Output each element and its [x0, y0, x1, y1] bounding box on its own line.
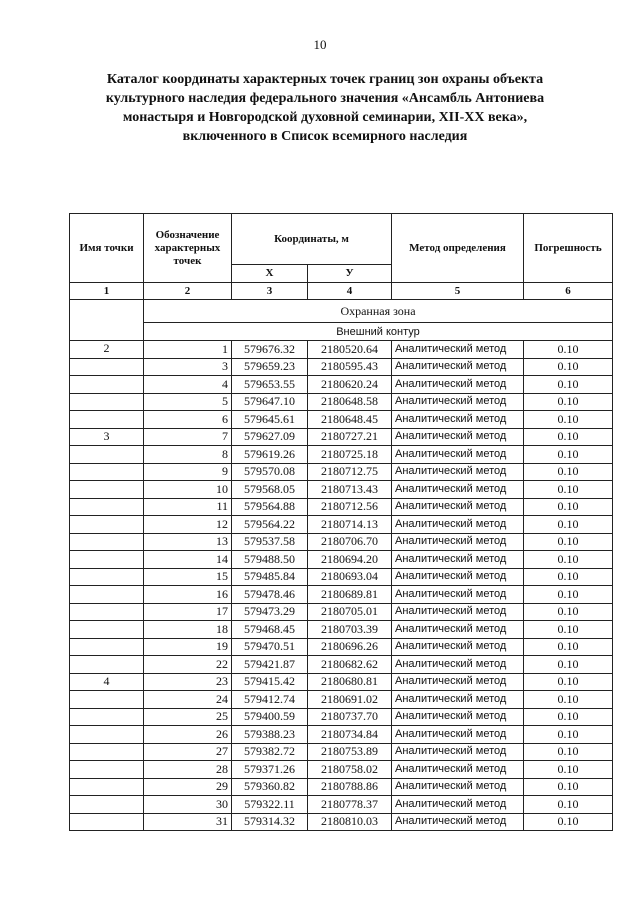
method-cell: Аналитический метод [392, 428, 524, 446]
point-number-cell: 13 [144, 533, 232, 551]
point-name-cell [70, 656, 144, 674]
column-number: 1 [70, 283, 144, 300]
error-cell: 0.10 [524, 761, 613, 779]
table-row [70, 796, 613, 814]
x-coordinate-cell: 579564.88 [232, 498, 308, 516]
point-name-cell [70, 743, 144, 761]
y-coordinate-cell: 2180712.75 [308, 463, 392, 481]
point-name-cell [70, 726, 144, 744]
method-cell: Аналитический метод [392, 411, 524, 429]
zone-label: Охранная зона [144, 300, 613, 323]
table-row [70, 516, 613, 534]
x-coordinate-cell: 579676.32 [232, 341, 308, 359]
y-coordinate-cell: 2180753.89 [308, 743, 392, 761]
point-number-cell: 15 [144, 568, 232, 586]
method-cell: Аналитический метод [392, 586, 524, 604]
error-cell: 0.10 [524, 341, 613, 359]
point-number-cell: 9 [144, 463, 232, 481]
method-cell: Аналитический метод [392, 516, 524, 534]
x-coordinate-cell: 579570.08 [232, 463, 308, 481]
error-cell: 0.10 [524, 813, 613, 831]
method-cell: Аналитический метод [392, 446, 524, 464]
point-name-cell [70, 358, 144, 376]
header-x: Х [232, 265, 308, 283]
point-name-cell [70, 516, 144, 534]
x-coordinate-cell: 579537.58 [232, 533, 308, 551]
method-cell: Аналитический метод [392, 761, 524, 779]
method-cell: Аналитический метод [392, 533, 524, 551]
point-name-cell: 3 [70, 428, 144, 446]
table-row [70, 358, 613, 376]
method-cell: Аналитический метод [392, 393, 524, 411]
x-coordinate-cell: 579382.72 [232, 743, 308, 761]
error-cell: 0.10 [524, 743, 613, 761]
y-coordinate-cell: 2180691.02 [308, 691, 392, 709]
y-coordinate-cell: 2180520.64 [308, 341, 392, 359]
page-number: 10 [313, 37, 327, 52]
y-coordinate-cell: 2180714.13 [308, 516, 392, 534]
point-number-cell: 19 [144, 638, 232, 656]
table-row [70, 551, 613, 569]
error-cell: 0.10 [524, 516, 613, 534]
table-row [70, 446, 613, 464]
error-cell: 0.10 [524, 586, 613, 604]
table-row [70, 498, 613, 516]
x-coordinate-cell: 579485.84 [232, 568, 308, 586]
blank-cell [70, 300, 144, 323]
x-coordinate-cell: 579314.32 [232, 813, 308, 831]
error-cell: 0.10 [524, 498, 613, 516]
x-coordinate-cell: 579478.46 [232, 586, 308, 604]
header-method: Метод определения [392, 214, 524, 283]
x-coordinate-cell: 579412.74 [232, 691, 308, 709]
y-coordinate-cell: 2180810.03 [308, 813, 392, 831]
y-coordinate-cell: 2180693.04 [308, 568, 392, 586]
blank-cell [70, 323, 144, 341]
error-cell: 0.10 [524, 603, 613, 621]
header-point-name: Имя точки [70, 214, 144, 283]
table-row [70, 673, 613, 691]
method-cell: Аналитический метод [392, 603, 524, 621]
y-coordinate-cell: 2180620.24 [308, 376, 392, 394]
table-row [70, 638, 613, 656]
point-number-cell: 7 [144, 428, 232, 446]
y-coordinate-cell: 2180696.26 [308, 638, 392, 656]
title-line: включенного в Список всемирного наследия [182, 129, 468, 144]
point-number-cell: 4 [144, 376, 232, 394]
x-coordinate-cell: 579488.50 [232, 551, 308, 569]
y-coordinate-cell: 2180648.58 [308, 393, 392, 411]
point-name-cell [70, 796, 144, 814]
point-number-cell: 3 [144, 358, 232, 376]
x-coordinate-cell: 579415.42 [232, 673, 308, 691]
method-cell: Аналитический метод [392, 726, 524, 744]
x-coordinate-cell: 579564.22 [232, 516, 308, 534]
y-coordinate-cell: 2180703.39 [308, 621, 392, 639]
point-number-cell: 24 [144, 691, 232, 709]
table-row [70, 376, 613, 394]
column-number: 6 [524, 283, 613, 300]
x-coordinate-cell: 579653.55 [232, 376, 308, 394]
header-error: Погрешность [524, 214, 613, 283]
point-number-cell: 11 [144, 498, 232, 516]
table-row [70, 411, 613, 429]
y-coordinate-cell: 2180758.02 [308, 761, 392, 779]
method-cell: Аналитический метод [392, 498, 524, 516]
method-cell: Аналитический метод [392, 463, 524, 481]
point-number-cell: 25 [144, 708, 232, 726]
error-cell: 0.10 [524, 533, 613, 551]
point-name-cell: 2 [70, 341, 144, 359]
point-number-cell: 30 [144, 796, 232, 814]
contour-label: Внешний контур [144, 323, 613, 341]
point-number-cell: 16 [144, 586, 232, 604]
y-coordinate-cell: 2180778.37 [308, 796, 392, 814]
point-name-cell [70, 533, 144, 551]
method-cell: Аналитический метод [392, 656, 524, 674]
column-number: 3 [232, 283, 308, 300]
y-coordinate-cell: 2180706.70 [308, 533, 392, 551]
y-coordinate-cell: 2180727.21 [308, 428, 392, 446]
point-number-cell: 26 [144, 726, 232, 744]
y-coordinate-cell: 2180725.18 [308, 446, 392, 464]
table-row [70, 463, 613, 481]
column-number: 5 [392, 283, 524, 300]
y-coordinate-cell: 2180595.43 [308, 358, 392, 376]
point-number-cell: 23 [144, 673, 232, 691]
x-coordinate-cell: 579371.26 [232, 761, 308, 779]
error-cell: 0.10 [524, 673, 613, 691]
method-cell: Аналитический метод [392, 376, 524, 394]
point-name-cell [70, 778, 144, 796]
error-cell: 0.10 [524, 621, 613, 639]
point-number-cell: 14 [144, 551, 232, 569]
point-number-cell: 28 [144, 761, 232, 779]
point-name-cell [70, 586, 144, 604]
table-row [70, 656, 613, 674]
error-cell: 0.10 [524, 481, 613, 499]
point-name-cell [70, 376, 144, 394]
x-coordinate-cell: 579645.61 [232, 411, 308, 429]
method-cell: Аналитический метод [392, 708, 524, 726]
x-coordinate-cell: 579421.87 [232, 656, 308, 674]
point-name-cell [70, 813, 144, 831]
point-name-cell [70, 708, 144, 726]
table-row [70, 568, 613, 586]
x-coordinate-cell: 579470.51 [232, 638, 308, 656]
table-row [70, 621, 613, 639]
error-cell: 0.10 [524, 463, 613, 481]
point-number-cell: 8 [144, 446, 232, 464]
x-coordinate-cell: 579468.45 [232, 621, 308, 639]
title-line: культурного наследия федерального значения «Ансамбль Антониева [105, 91, 545, 106]
method-cell: Аналитический метод [392, 673, 524, 691]
y-coordinate-cell: 2180712.56 [308, 498, 392, 516]
point-name-cell [70, 446, 144, 464]
x-coordinate-cell: 579627.09 [232, 428, 308, 446]
x-coordinate-cell: 579360.82 [232, 778, 308, 796]
point-name-cell [70, 568, 144, 586]
point-number-cell: 27 [144, 743, 232, 761]
table-row [70, 428, 613, 446]
error-cell: 0.10 [524, 376, 613, 394]
point-number-cell: 31 [144, 813, 232, 831]
column-number: 4 [308, 283, 392, 300]
header-coordinates: Координаты, м [232, 214, 392, 265]
point-number-cell: 17 [144, 603, 232, 621]
point-number-cell: 12 [144, 516, 232, 534]
point-number-cell: 10 [144, 481, 232, 499]
document-title [80, 70, 570, 146]
table-row [70, 603, 613, 621]
error-cell: 0.10 [524, 393, 613, 411]
method-cell: Аналитический метод [392, 551, 524, 569]
point-number-cell: 22 [144, 656, 232, 674]
method-cell: Аналитический метод [392, 621, 524, 639]
error-cell: 0.10 [524, 446, 613, 464]
table-row [70, 708, 613, 726]
method-cell: Аналитический метод [392, 341, 524, 359]
error-cell: 0.10 [524, 568, 613, 586]
error-cell: 0.10 [524, 656, 613, 674]
error-cell: 0.10 [524, 778, 613, 796]
point-name-cell [70, 551, 144, 569]
error-cell: 0.10 [524, 428, 613, 446]
point-name-cell [70, 621, 144, 639]
x-coordinate-cell: 579568.05 [232, 481, 308, 499]
table-row [70, 533, 613, 551]
method-cell: Аналитический метод [392, 568, 524, 586]
table-row [70, 726, 613, 744]
table-row [70, 778, 613, 796]
error-cell: 0.10 [524, 796, 613, 814]
y-coordinate-cell: 2180737.70 [308, 708, 392, 726]
table-row [70, 761, 613, 779]
point-number-cell: 6 [144, 411, 232, 429]
x-coordinate-cell: 579388.23 [232, 726, 308, 744]
method-cell: Аналитический метод [392, 691, 524, 709]
header-designation: Обозначение характерных точек [144, 214, 232, 283]
x-coordinate-cell: 579322.11 [232, 796, 308, 814]
x-coordinate-cell: 579473.29 [232, 603, 308, 621]
method-cell: Аналитический метод [392, 358, 524, 376]
error-cell: 0.10 [524, 726, 613, 744]
table-row [70, 743, 613, 761]
method-cell: Аналитический метод [392, 813, 524, 831]
point-name-cell [70, 638, 144, 656]
point-name-cell [70, 463, 144, 481]
error-cell: 0.10 [524, 411, 613, 429]
x-coordinate-cell: 579659.23 [232, 358, 308, 376]
table-row [70, 341, 613, 359]
point-name-cell [70, 481, 144, 499]
error-cell: 0.10 [524, 551, 613, 569]
method-cell: Аналитический метод [392, 743, 524, 761]
method-cell: Аналитический метод [392, 481, 524, 499]
error-cell: 0.10 [524, 691, 613, 709]
title-line: Каталог координаты характерных точек границ зон охраны объекта [106, 72, 544, 87]
table-row [70, 481, 613, 499]
point-number-cell: 18 [144, 621, 232, 639]
x-coordinate-cell: 579647.10 [232, 393, 308, 411]
y-coordinate-cell: 2180689.81 [308, 586, 392, 604]
error-cell: 0.10 [524, 708, 613, 726]
y-coordinate-cell: 2180734.84 [308, 726, 392, 744]
y-coordinate-cell: 2180788.86 [308, 778, 392, 796]
x-coordinate-cell: 579400.59 [232, 708, 308, 726]
header-y: У [308, 265, 392, 283]
y-coordinate-cell: 2180705.01 [308, 603, 392, 621]
error-cell: 0.10 [524, 358, 613, 376]
method-cell: Аналитический метод [392, 778, 524, 796]
point-name-cell [70, 411, 144, 429]
table-row [70, 813, 613, 831]
title-line: монастыря и Новгородской духовной семинарии, XII-XX века», [122, 110, 528, 125]
point-number-cell: 1 [144, 341, 232, 359]
coordinates-table [69, 213, 613, 831]
y-coordinate-cell: 2180680.81 [308, 673, 392, 691]
point-name-cell [70, 393, 144, 411]
table-row [70, 393, 613, 411]
point-name-cell [70, 603, 144, 621]
error-cell: 0.10 [524, 638, 613, 656]
point-number-cell: 5 [144, 393, 232, 411]
point-name-cell [70, 761, 144, 779]
table-row [70, 586, 613, 604]
method-cell: Аналитический метод [392, 638, 524, 656]
point-name-cell [70, 498, 144, 516]
method-cell: Аналитический метод [392, 796, 524, 814]
point-number-cell: 29 [144, 778, 232, 796]
x-coordinate-cell: 579619.26 [232, 446, 308, 464]
column-number: 2 [144, 283, 232, 300]
table-row [70, 691, 613, 709]
point-name-cell: 4 [70, 673, 144, 691]
y-coordinate-cell: 2180682.62 [308, 656, 392, 674]
point-name-cell [70, 691, 144, 709]
y-coordinate-cell: 2180713.43 [308, 481, 392, 499]
y-coordinate-cell: 2180648.45 [308, 411, 392, 429]
y-coordinate-cell: 2180694.20 [308, 551, 392, 569]
